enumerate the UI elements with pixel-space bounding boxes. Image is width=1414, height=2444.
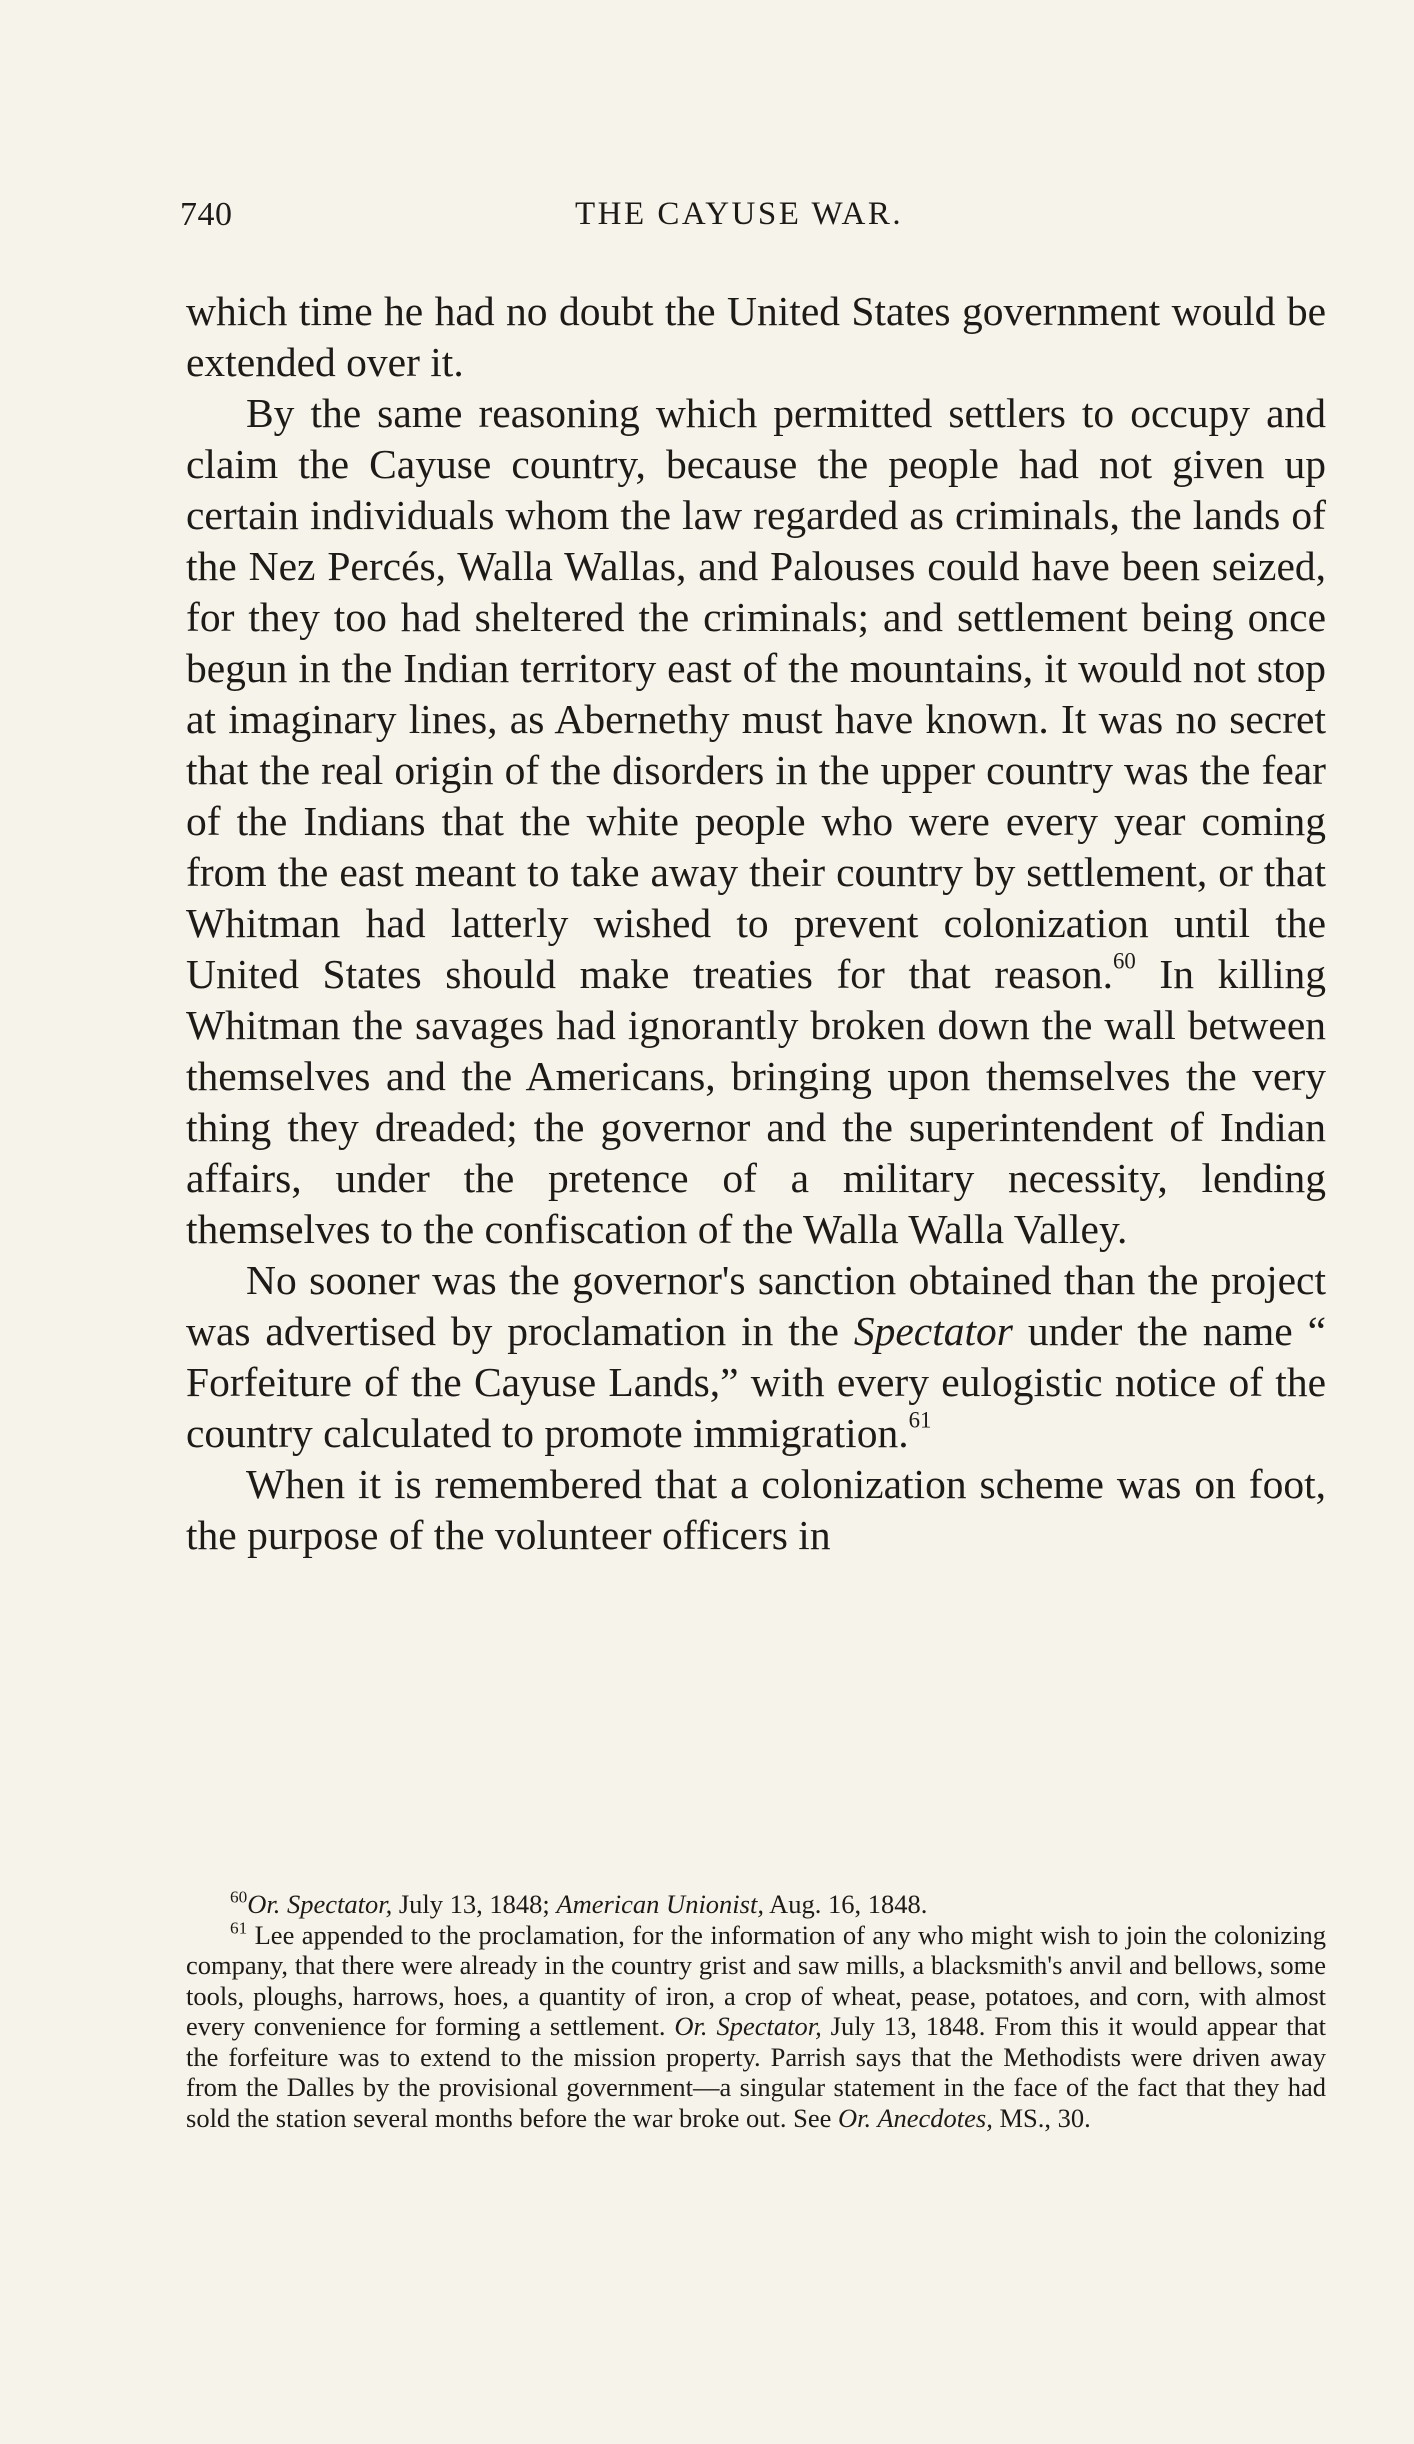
italic-citation: Or. Spectator,: [247, 1889, 393, 1919]
italic-title: Spectator: [853, 1308, 1013, 1354]
paragraph-text: When it is remembered that a colonization scheme was on foot, the purpose of the volunteer officers in: [186, 1461, 1326, 1558]
footnote-text: MS., 30.: [992, 2102, 1091, 2133]
paragraph-text: By the same reasoning which permitted settlers to occupy and claim the Cayuse country, because the people had not given up certain individuals whom the law regarded as criminals, the lands of the Nez Percés, Walla Wallas, and Palouses could have been seized, for they too had sheltered the criminals; and settlement being once begun in the Indian territory east of the mountains, it would not stop at imaginary lines, as Abernethy must have known. It was no secret that the real origin of the disorders in the upper country was the fear of the Indians that the white people who were every year coming from the east meant to take away their country by settlement, or that Whitman had latterly wished to prevent colonization until the United States should make treaties for that reason.: [186, 390, 1326, 997]
footnote-text: Aug. 16, 1848.: [763, 1889, 928, 1919]
italic-citation: Or. Anecdotes,: [838, 2102, 993, 2133]
paragraph: [186, 1459, 1326, 1561]
page-number: 740: [180, 196, 233, 233]
paragraph: [186, 1255, 1326, 1459]
paragraph-continued: [186, 286, 1326, 388]
page-header: [180, 196, 1330, 246]
body-text: [186, 286, 1326, 1561]
footnote-text: July 13, 1848;: [392, 1889, 557, 1919]
italic-citation: Or. Spectator,: [674, 2011, 822, 2041]
footnote-text: Lee appended to the proclamation, for the information of any who might wish to join the colonizing company, that there were already in the country grist and saw mills, a blacksmith's anvil and bellows, some tools, ploughs, harrows, hoes, a quantity of iron, a crop of wheat, pease, potatoes, and corn, with almost every convenience for forming a settlement.: [186, 1919, 1326, 2041]
paragraph-text: under the name “ Forfeiture of the Cayuse Lands,” with every eulogistic notice of the country calculated to promote immigration.: [186, 1308, 1326, 1456]
footnote-number: 61: [230, 1918, 248, 1938]
paragraph: [186, 388, 1326, 1255]
paragraph-text: No sooner was the governor's sanction obtained than the project was advertised by proclamation in the: [186, 1257, 1326, 1354]
paragraph-text: In killing Whitman the savages had ignorantly broken down the wall between themselves and the Americans, bringing upon themselves the very thing they dreaded; the governor and the superintendent of Indian affairs, under the pretence of a military necessity, lending themselves to the confiscation of the Walla Walla Valley.: [186, 951, 1326, 1252]
footnote-61: [186, 1920, 1326, 2134]
footnote-reference: 60: [1113, 948, 1136, 974]
footnote-number: 60: [230, 1887, 248, 1907]
footnotes: [186, 1889, 1326, 2133]
paragraph-text: which time he had no doubt the United States government would be extended over it.: [186, 288, 1326, 385]
running-head: THE CAYUSE WAR.: [575, 196, 904, 232]
footnote-60: [186, 1889, 1326, 1920]
footnote-reference: 61: [908, 1407, 932, 1433]
footnote-text: July 13, 1848. From this it would appear that the forfeiture was to extend to the mission property. Parrish says that the Methodists were driven away from the Dalles by the provisional government—a singular statement in the face of the fact that they had sold the station several months before the war broke out. See: [186, 2011, 1327, 2133]
italic-citation: American Unionist,: [556, 1889, 764, 1919]
